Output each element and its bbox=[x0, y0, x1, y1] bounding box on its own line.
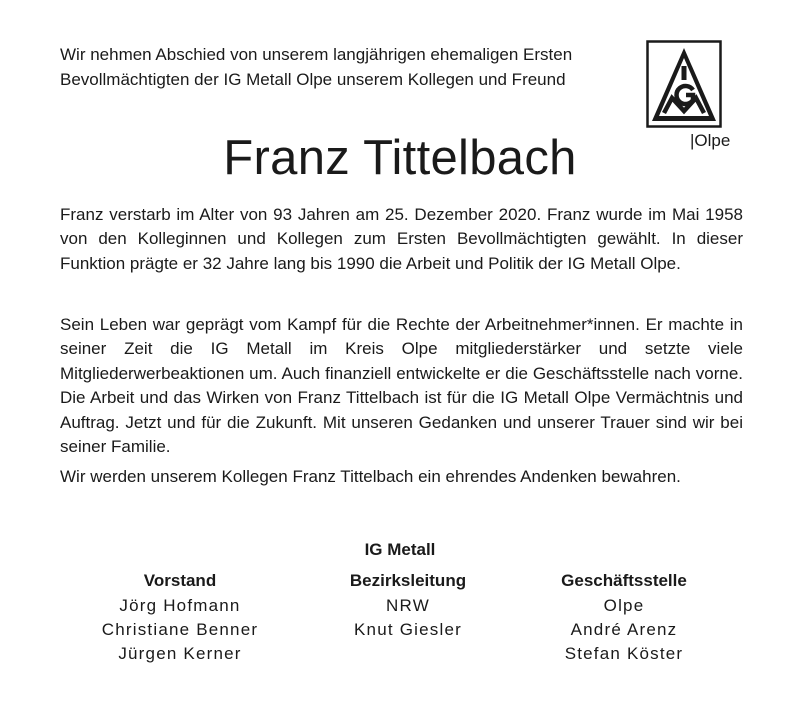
signatory-region: NRW bbox=[386, 596, 430, 615]
organization-name: IG Metall bbox=[364, 540, 436, 559]
signatory-column-vorstand bbox=[70, 569, 290, 666]
signatory-name: Knut Giesler bbox=[354, 620, 462, 639]
signatory-name: Jürgen Kerner bbox=[118, 644, 242, 663]
paragraph-biography: Franz verstarb im Alter von 93 Jahren am 25. Dezember 2020. Franz wurde im Mai 1958 von den Kolleginnen und Kollegen zum Ersten Bevollmächtigten gewählt. In dieser Funktion prägte er 32 Jahre lang bis 1990 die Arbeit und Politik der IG Metall Olpe. bbox=[60, 205, 743, 273]
signatory-column-bezirksleitung bbox=[298, 569, 518, 642]
signatory-name: Stefan Köster bbox=[564, 644, 684, 663]
signatory-heading: Vorstand bbox=[143, 571, 217, 590]
paragraph-legacy: Sein Leben war geprägt vom Kampf für die Rechte der Arbeitnehmer*innen. Er machte in seiner Zeit die IG Metall im Kreis Olpe mitgliederstärker und setzte viele Mitgliederwerbeaktionen um. Auch finanziell entwickelte er die Geschäftsstelle nach vorne. Die Arbeit und das Wirken von Franz Tittelbach ist für die IG Metall Olpe Vermächtnis und Auftrag. Jetzt und für die Zukunft. Mit unseren Gedanken und unserer Trauer sind wir bei seiner Familie. bbox=[60, 315, 743, 457]
logo-suffix-olpe: |Olpe bbox=[690, 131, 731, 150]
signatory-column-geschaeftsstelle bbox=[514, 569, 734, 666]
deceased-name: Franz Tittelbach bbox=[223, 131, 577, 185]
signatory-location: Olpe bbox=[603, 596, 645, 615]
signatory-name: André Arenz bbox=[570, 620, 678, 639]
signatory-heading: Bezirksleitung bbox=[349, 571, 467, 590]
paragraph-remembrance: Wir werden unserem Kollegen Franz Tittelbach ein ehrendes Andenken bewahren. bbox=[60, 467, 681, 486]
intro-text: Wir nehmen Abschied von unserem langjährigen ehemaligen Ersten Bevollmächtigten der IG Metall Olpe unserem Kollegen und Freund bbox=[60, 45, 573, 89]
ig-metall-logo-icon bbox=[646, 40, 722, 128]
signatory-name: Christiane Benner bbox=[101, 620, 259, 639]
signatory-name: Jörg Hofmann bbox=[119, 596, 241, 615]
signatory-heading: Geschäftsstelle bbox=[561, 571, 687, 590]
